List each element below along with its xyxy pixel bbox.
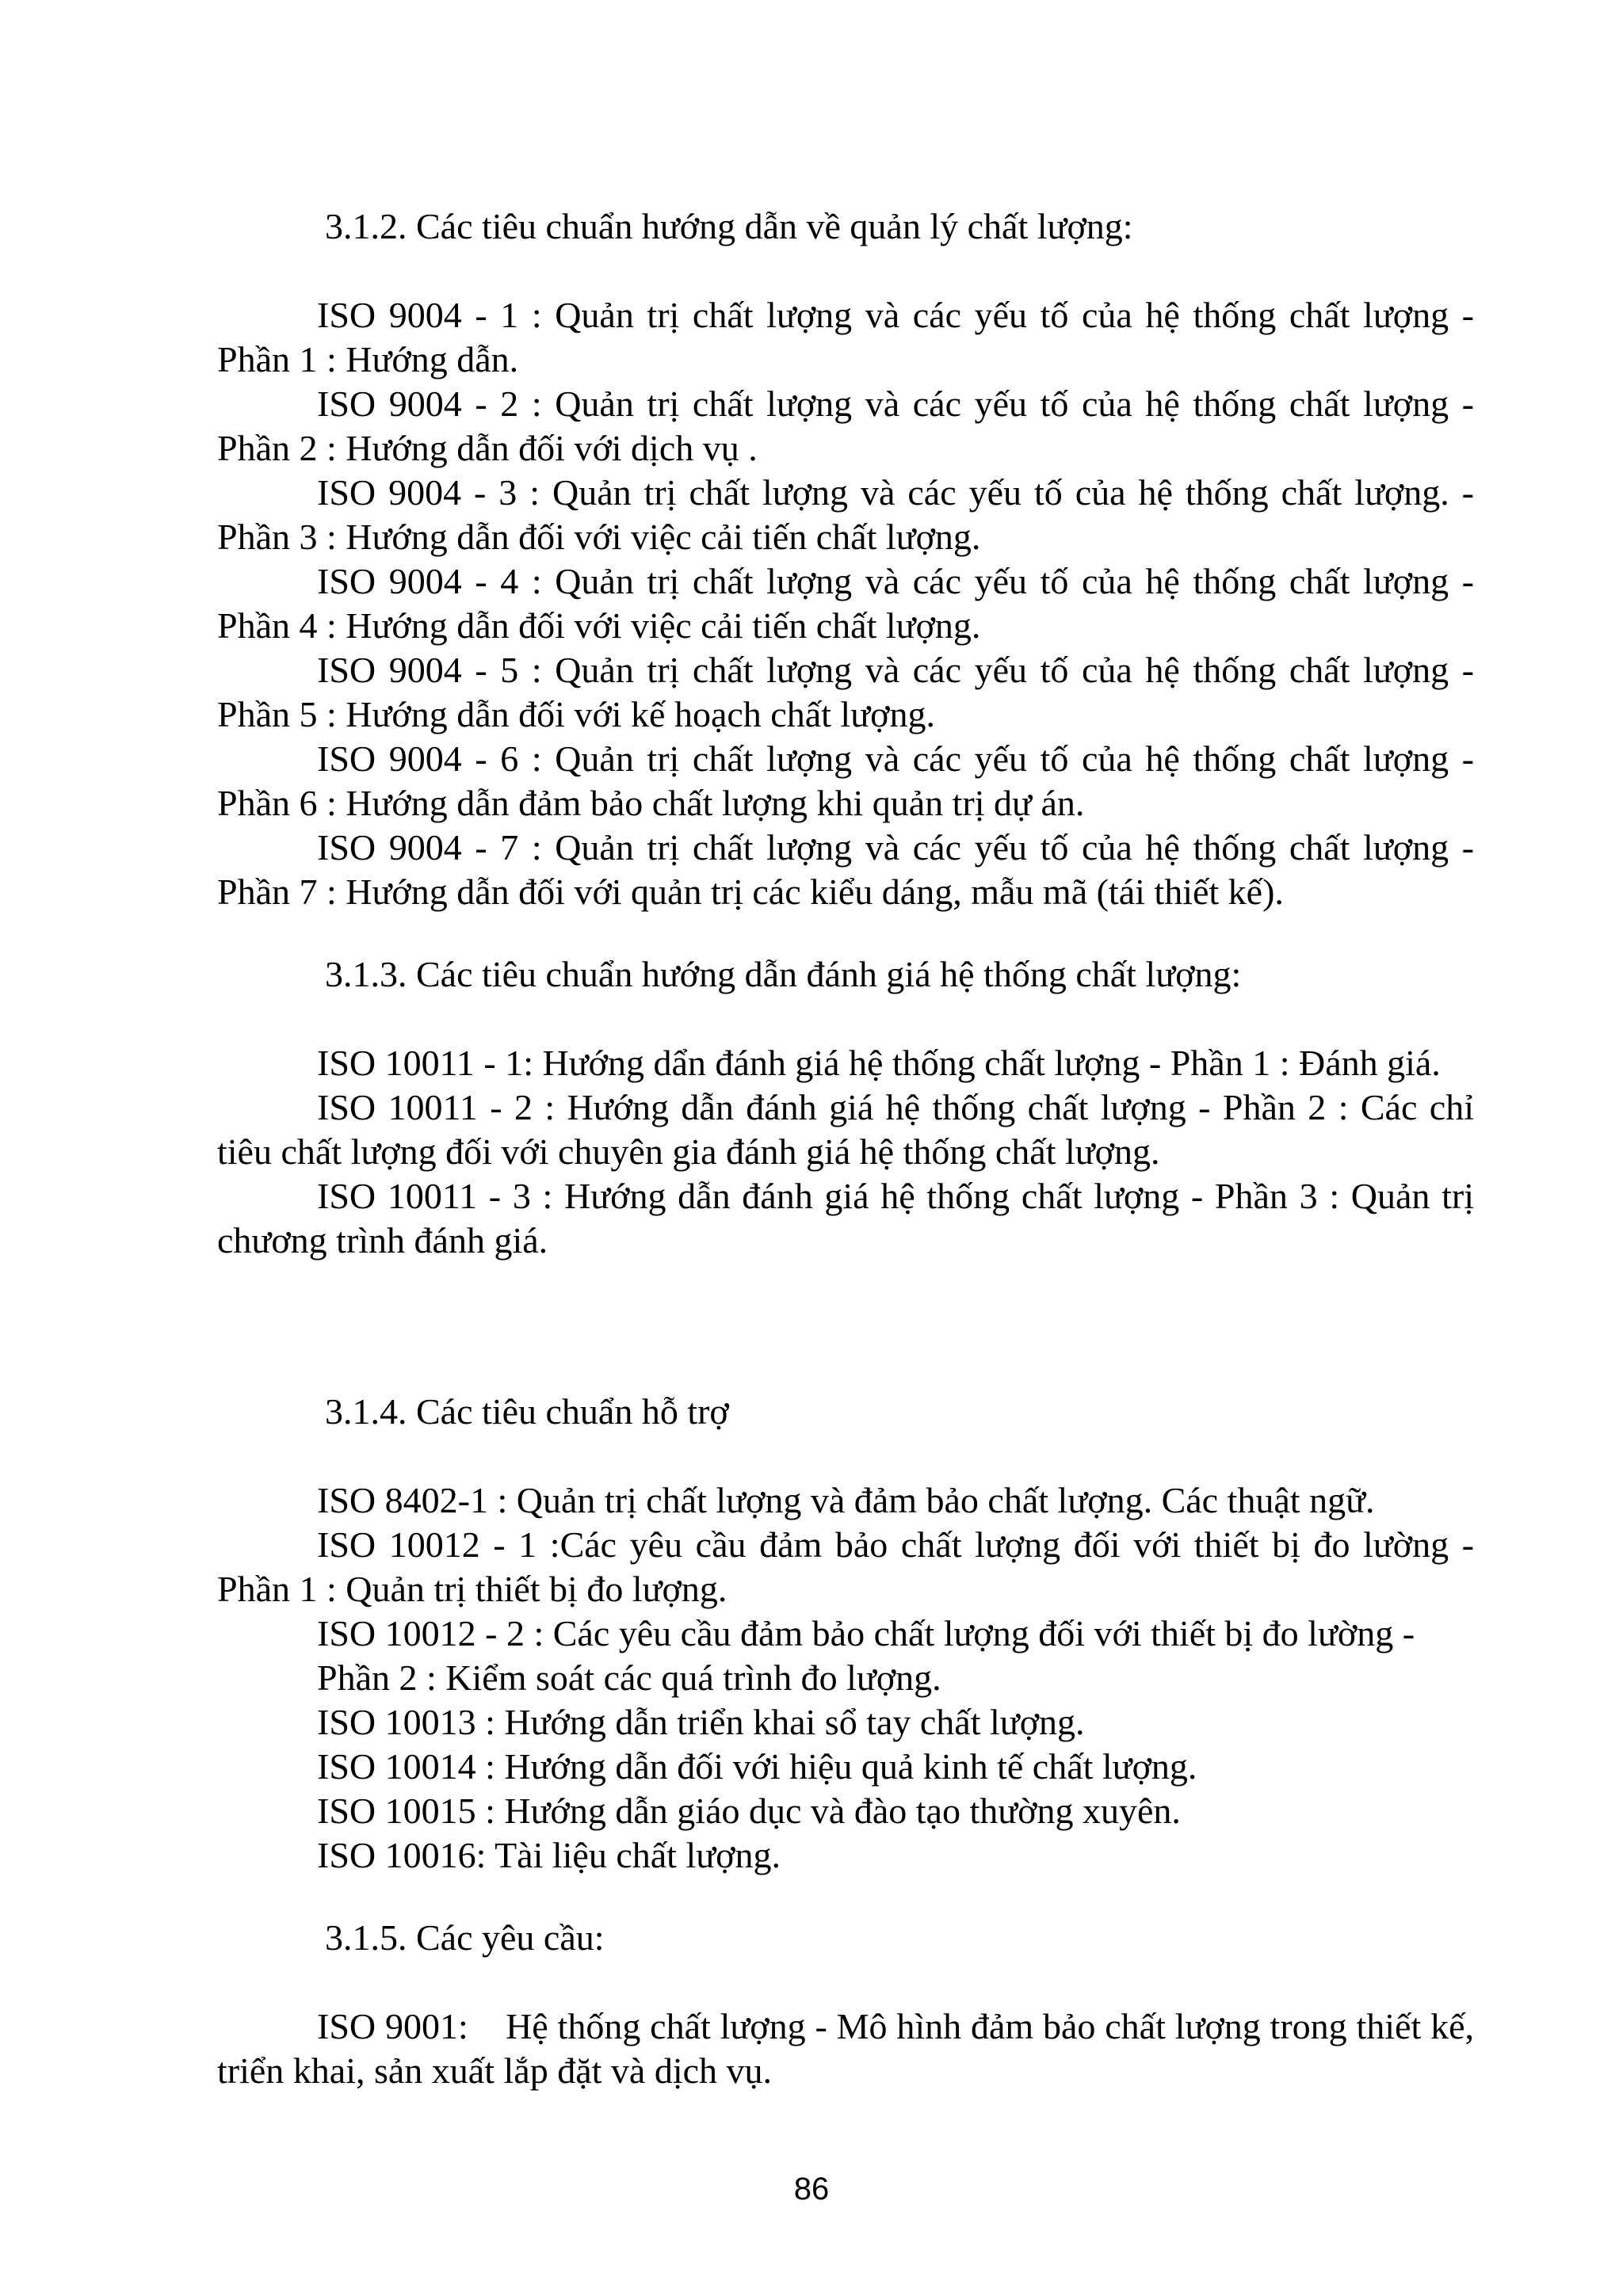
section-heading-3-1-5: 3.1.5. Các yêu cầu: [325, 1917, 605, 1958]
entry-iso-10012-1: ISO 10012 - 1 :Các yêu cầu đảm bảo chất lượng đối với thiết bị đo lường - Phần 1 : Quản trị thiết bị đo lượng. [217, 1524, 1474, 1609]
entry-iso-9004-5: ISO 9004 - 5 : Quản trị chất lượng và các yếu tố của hệ thống chất lượng - Phần 5 : Hướng dẫn đối với kế hoạch chất lượng. [217, 650, 1474, 734]
entry-iso-9004-3: ISO 9004 - 3 : Quản trị chất lượng và các yếu tố của hệ thống chất lượng. - Phần 3 : Hướng dẫn đối với việc cải tiến chất lượng. [217, 472, 1474, 557]
entry-iso-9004-2: ISO 9004 - 2 : Quản trị chất lượng và các yếu tố của hệ thống chất lượng - Phần 2 : Hướng dẫn đối với dịch vụ . [217, 383, 1474, 468]
section-heading-3-1-4: 3.1.4. Các tiêu chuẩn hỗ trợ [325, 1391, 729, 1432]
entry-iso-10016: ISO 10016: Tài liệu chất lượng. [317, 1835, 781, 1875]
entry-iso-9004-6: ISO 9004 - 6 : Quản trị chất lượng và các yếu tố của hệ thống chất lượng - Phần 6 : Hướng dẫn đảm bảo chất lượng khi quản trị dự án. [217, 738, 1474, 823]
entry-iso-10013: ISO 10013 : Hướng dẫn triển khai sổ tay chất lượng. [317, 1702, 1085, 1742]
section-heading-3-1-3: 3.1.3. Các tiêu chuẩn hướng dẫn đánh giá hệ thống chất lượng: [325, 954, 1242, 994]
entry-iso-10015: ISO 10015 : Hướng dẫn giáo dục và đào tạo thường xuyên. [317, 1791, 1181, 1831]
page-number: 86 [793, 2172, 830, 2206]
entry-iso-8402-1: ISO 8402-1 : Quản trị chất lượng và đảm bảo chất lượng. Các thuật ngữ. [317, 1480, 1375, 1520]
section-body-3-1-5 [217, 2004, 1484, 2093]
entry-iso-10011-3: ISO 10011 - 3 : Hướng dẫn đánh giá hệ thống chất lượng - Phần 3 : Quản trị chương trình đánh giá. [217, 1176, 1474, 1261]
entry-iso-10011-1: ISO 10011 - 1: Hướng dẩn đánh giá hệ thống chất lượng - Phần 1 : Đánh giá. [317, 1043, 1441, 1083]
section-heading-3-1-2: 3.1.2. Các tiêu chuẩn hướng dẫn về quản lý chất lượng: [325, 206, 1133, 246]
section-body-3-1-3 [217, 1041, 1474, 1263]
entry-iso-10012-2: ISO 10012 - 2 : Các yêu cầu đảm bảo chất lượng đối với thiết bị đo lường - [317, 1613, 1415, 1653]
entry-iso-9004-4: ISO 9004 - 4 : Quản trị chất lượng và các yếu tố của hệ thống chất lượng - Phần 4 : Hướng dẫn đối với việc cải tiến chất lượng. [217, 561, 1474, 646]
entry-iso-10014: ISO 10014 : Hướng dẫn đối với hiệu quả kinh tế chất lượng. [317, 1746, 1197, 1787]
section-body-3-1-2 [217, 293, 1474, 914]
entry-iso-9004-1: ISO 9004 - 1 : Quản trị chất lượng và các yếu tố của hệ thống chất lượng - Phần 1 : Hướng dẫn. [217, 295, 1474, 379]
entry-iso-10012-2-part: Phần 2 : Kiểm soát các quá trình đo lượng. [317, 1657, 941, 1698]
section-body-3-1-4 [217, 1478, 1474, 1878]
entry-iso-9004-7: ISO 9004 - 7 : Quản trị chất lượng và các yếu tố của hệ thống chất lượng - Phần 7 : Hướng dẫn đối với quản trị các kiểu dáng, mẫu mã (tái thiết kế). [217, 827, 1474, 912]
entry-iso-10011-2: ISO 10011 - 2 : Hướng dẫn đánh giá hệ thống chất lượng - Phần 2 : Các chỉ tiêu chất lượng đối với chuyên gia đánh giá hệ thống chất lượng. [217, 1087, 1474, 1172]
entry-iso-9001: ISO 9001: Hệ thống chất lượng - Mô hình đảm bảo chất lượng trong thiết kế, triển khai, sản xuất lắp đặt và dịch vụ. [217, 2006, 1484, 2091]
